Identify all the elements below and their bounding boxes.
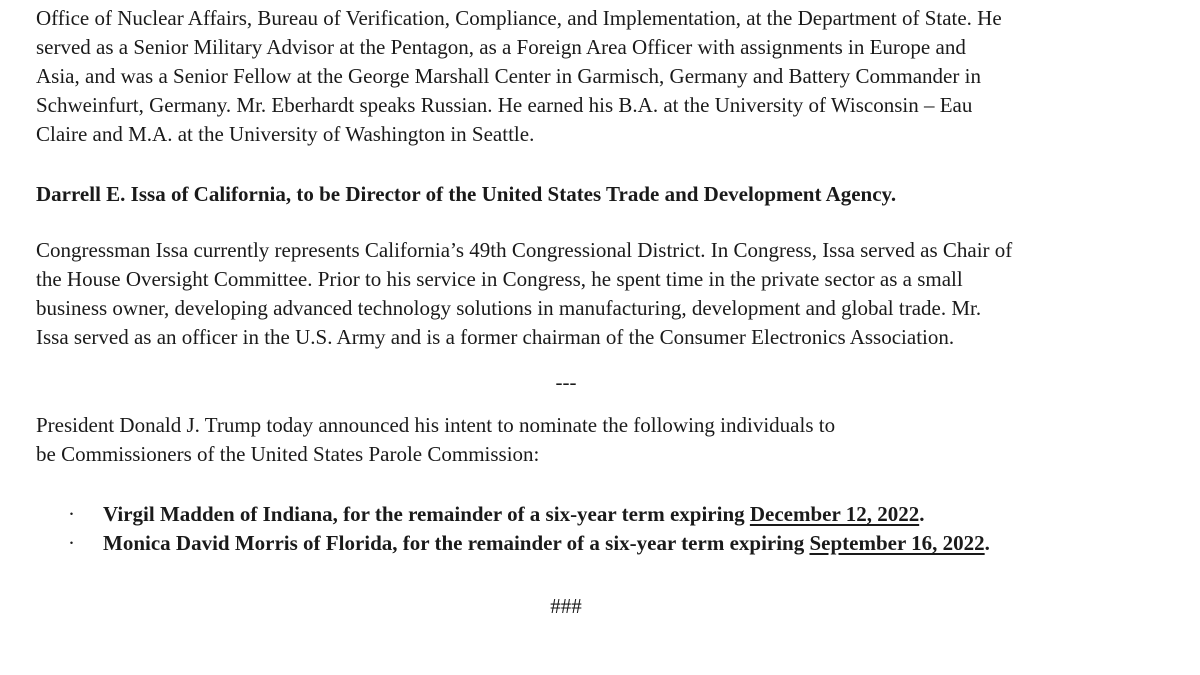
nominee-heading-issa: Darrell E. Issa of California, to be Director of the United States Trade and Development Agency. xyxy=(36,182,897,206)
issa-bio-line: business owner, developing advanced technology solutions in manufacturing, development and global trade. Mr. xyxy=(36,296,982,320)
nominee-suffix: . xyxy=(919,502,925,526)
intro-line: served as a Senior Military Advisor at the Pentagon, as a Foreign Area Officer with assignments in Europe and xyxy=(36,35,966,59)
intro-line: Claire and M.A. at the University of Washington in Seattle. xyxy=(36,122,535,146)
issa-bio-line: the House Oversight Committee. Prior to his service in Congress, he spent time in the private sector as a small xyxy=(36,267,963,291)
list-item xyxy=(36,500,990,529)
bullet-marker: · xyxy=(68,502,75,526)
term-expiry-date: September 16, 2022 xyxy=(809,531,985,555)
issa-bio-paragraph xyxy=(36,236,1012,352)
intro-line: Office of Nuclear Affairs, Bureau of Verification, Compliance, and Implementation, at the Department of State. He xyxy=(36,6,1002,30)
issa-bio-line: Issa served as an officer in the U.S. Army and is a former chairman of the Consumer Electronics Association. xyxy=(36,325,955,349)
nominee-list xyxy=(36,500,990,558)
bullet-marker: · xyxy=(68,531,75,555)
end-of-document-mark: ### xyxy=(550,594,582,618)
announcement-paragraph xyxy=(36,411,835,469)
intro-line: Asia, and was a Senior Fellow at the George Marshall Center in Garmisch, Germany and Battery Commander in xyxy=(36,64,981,88)
nominee-text: Monica David Morris of Florida, for the remainder of a six-year term expiring xyxy=(103,531,810,555)
announcement-line: President Donald J. Trump today announced his intent to nominate the following individuals to xyxy=(36,413,836,437)
announcement-line: be Commissioners of the United States Parole Commission: xyxy=(36,442,540,466)
intro-line: Schweinfurt, Germany. Mr. Eberhardt speaks Russian. He earned his B.A. at the University of Wisconsin – Eau xyxy=(36,93,973,117)
issa-bio-line: Congressman Issa currently represents California’s 49th Congressional District. In Congress, Issa served as Chair of xyxy=(36,238,1013,262)
term-expiry-date: December 12, 2022 xyxy=(749,502,920,526)
list-item xyxy=(36,529,990,558)
intro-paragraph xyxy=(36,4,1002,149)
nominee-text: Virgil Madden of Indiana, for the remainder of a six-year term expiring xyxy=(103,502,750,526)
section-separator: --- xyxy=(555,370,577,394)
nominee-suffix: . xyxy=(984,531,990,555)
